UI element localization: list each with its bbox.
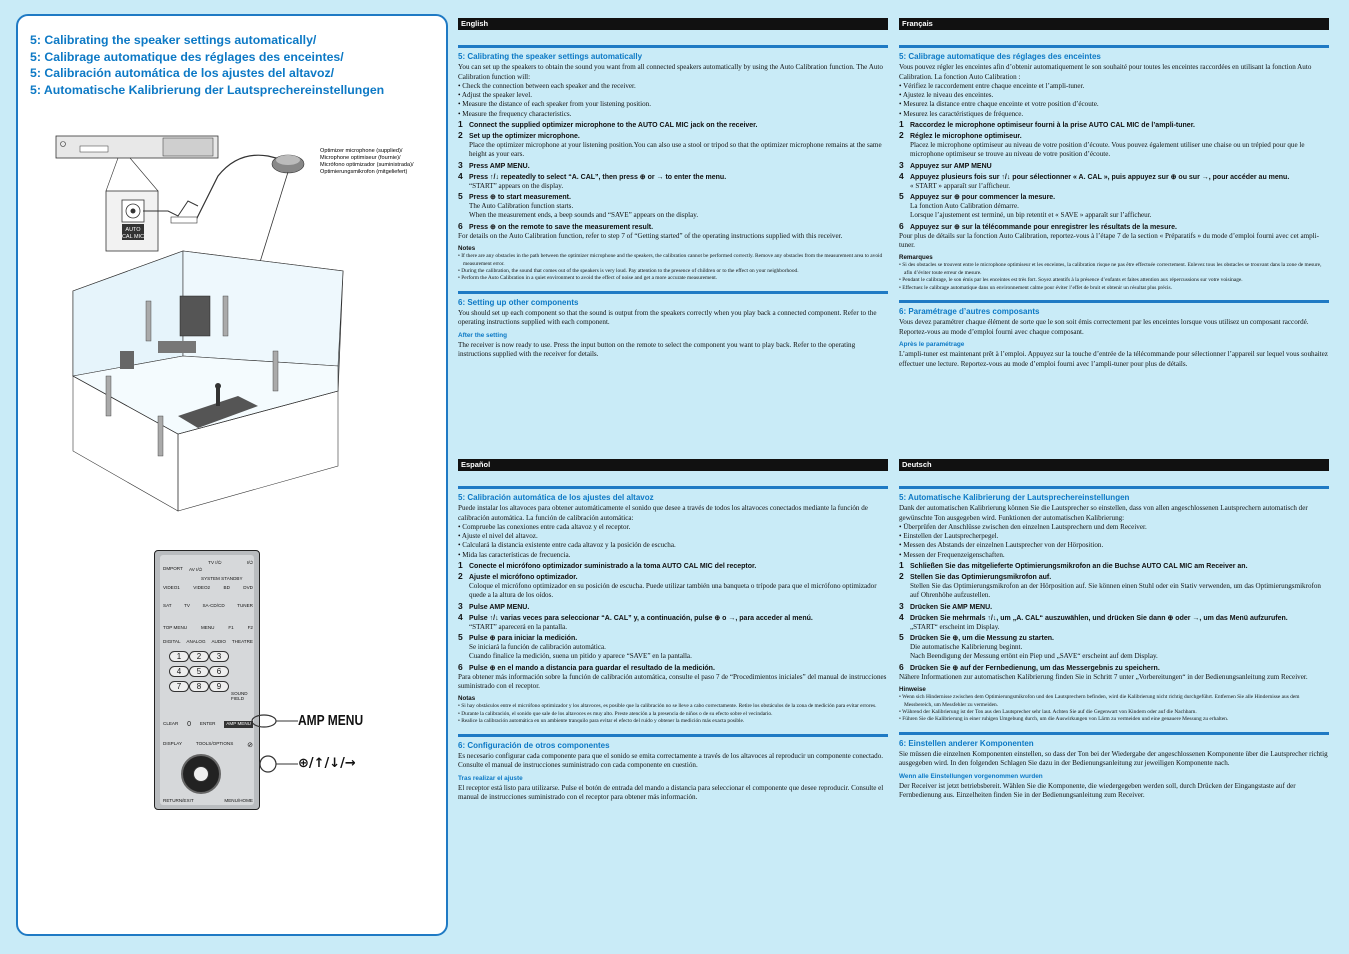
remote-clear-button[interactable]: CLEAR: [163, 721, 179, 726]
section-german: [899, 459, 1329, 801]
remote-menu-button[interactable]: MENU: [200, 625, 215, 630]
illustration-panel: [16, 14, 448, 936]
mic-caption-3: Micrófono optimizador (suministrada)/: [320, 162, 414, 168]
section-english: [458, 18, 888, 360]
step-de-2-detail: Stellen Sie das Optimierungsmikrofon an der Hörposition auf. Sie können einen Stuhl oder ein Stativ verwenden, um das Optimierungsmikrofon auf Ohrenhöhe aufzustellen.: [910, 582, 1321, 600]
bullet-en-2: • Adjust the speaker level.: [458, 91, 533, 100]
note-en-1: • If there are any obstacles in the path between the optimizer microphone and the speakers, the calibration cannot be performed correctly. Remove any obstacles from the measurement area to avoid measurement error.: [458, 253, 883, 267]
remote-bd-button[interactable]: BD: [223, 585, 230, 590]
bullet-fr-1: • Vérifiez le raccordement entre chaque enceinte et l’ampli-tuner.: [899, 81, 1085, 90]
remote-sacd-button[interactable]: SA-CD/CD: [202, 603, 225, 608]
step-en-4-detail: “START” appears on the display.: [469, 181, 564, 190]
note-fr-3: • Effectuez le calibrage automatique dans un environnement calme pour éviter l’effet de bruit et obtenir un résultat plus précis.: [899, 284, 1172, 291]
heading-es-5: 5: Calibración automática de los ajustes del altavoz: [458, 493, 654, 502]
remote-digit-4[interactable]: 4: [169, 666, 189, 677]
step-de-5-detail-1: Die automatische Kalibrierung beginnt.: [910, 642, 1023, 651]
step-es-2: 2 Ajuste el micrófono optimizador.: [458, 571, 578, 582]
step-fr-5-detail-1: La fonction Auto Calibration démarre.: [910, 201, 1019, 210]
step-es-5-detail-2: Cuando finalice la medición, suena un pitido y aparece “SAVE” en la pantalla.: [469, 652, 692, 661]
rule-de: [899, 486, 1329, 489]
heading-en-5: 5: Calibrating the speaker settings automatically: [458, 52, 643, 61]
step-de-1: 1 Schließen Sie das mitgelieferte Optimierungsmikrofon an die Buchse AUTO CAL MIC am Receiver an.: [899, 560, 1248, 571]
remote-tools-button[interactable]: TOOLS/OPTIONS: [195, 741, 234, 746]
room-illustration: [73, 251, 343, 511]
bullet-es-4: • Mida las características de frecuencia.: [458, 550, 571, 559]
step-en-5-detail-1: The Auto Calibration function starts.: [469, 201, 574, 210]
step-fr-6: 6 Appuyez sur ⊕ sur la télécommande pour enregistrer les résultats de la mesure.: [899, 220, 1177, 231]
section-french: [899, 18, 1329, 369]
panel-title: [30, 32, 384, 98]
remote-digit-8[interactable]: 8: [189, 681, 209, 692]
subheading-es: Tras realizar el ajuste: [458, 774, 523, 782]
remote-av-power[interactable]: AV I/⏻: [189, 567, 203, 572]
step-en-2: 2 Set up the optimizer microphone.: [458, 130, 580, 141]
microphone-cable: [143, 155, 288, 223]
optimizer-microphone: [272, 155, 304, 173]
bullet-de-3: • Messen des Abstands der einzelnen Lautsprecher von der Hörposition.: [899, 541, 1104, 550]
heading-es-6: 6: Configuración de otros componentes: [458, 740, 610, 750]
note-fr-2: • Pendant le calibrage, le son émis par les enceintes est très fort. Soyez attentifs à la présence d’enfants et faites attention aux répercussions sur votre voisinage.: [899, 277, 1243, 284]
remote-f2-button[interactable]: F2: [247, 625, 253, 630]
remote-digit-7[interactable]: 7: [169, 681, 189, 692]
step-fr-4: 4 Appuyez plusieurs fois sur ↑/↓ pour sélectionner « A. CAL », puis appuyez sur ⊕ ou sur →, pour accéder au menu.: [899, 170, 1290, 181]
step-es-5: 5 Pulse ⊕ para iniciar la medición.: [458, 631, 578, 642]
para-de-6: Sie müssen die einzelnen Komponenten einstellen, so dass der Ton bei der Wiedergabe der angeschlossenen Komponente über die Lautsprecher richtig ausgegeben wird. In den folgenden Schlagen Sie dazu in der Bedienungsanleitung zur jeweiligen Komponente nach.: [899, 750, 1328, 768]
remote-muting-button[interactable]: ⊘: [247, 742, 253, 749]
subheading-fr: Après le paramétrage: [899, 340, 965, 348]
remote-theatre-label[interactable]: THEATRE: [231, 639, 253, 644]
remote-sat-button[interactable]: SAT: [163, 603, 172, 608]
remote-tv-power[interactable]: TV I/⏻: [208, 560, 222, 565]
step-en-5-detail-2: When the measurement ends, a beep sounds and “SAVE” appears on the display.: [469, 211, 699, 220]
mic-caption-1: Optimizer microphone (supplied)/: [320, 148, 403, 154]
bullet-de-1: • Überprüfen der Anschlüsse zwischen den einzelnen Lautsprechern und dem Receiver.: [899, 522, 1147, 531]
notes-heading-de: Hinweise: [899, 685, 926, 693]
arrow-keys-callout: ⊕/↑/↓/→: [298, 756, 356, 771]
step-es-3: 3 Pulse AMP MENU.: [458, 600, 530, 611]
jack-label-line-1: AUTO: [125, 227, 141, 233]
notes-heading-en: Notes: [458, 244, 476, 252]
heading-de-6: 6: Einstellen anderer Komponenten: [899, 738, 1034, 748]
remote-enter-center[interactable]: [193, 766, 209, 782]
rule-en-6: [458, 291, 888, 294]
rule-es-6: [458, 734, 888, 737]
remote-amp-menu-button[interactable]: AMP MENU: [226, 721, 251, 726]
note-de-1: • Wenn sich Hindernisse zwischen dem Optimierungsmikrofon und den Lautsprechern befinden, wird die Kalibrierung nicht richtig durchgeführt. Entfernen Sie alle Hindernisse aus dem Messbereich, um Messfehler zu vermeiden.: [899, 694, 1300, 708]
jack-label-line-2: CAL MIC: [121, 234, 145, 240]
remote-digit-6[interactable]: 6: [209, 666, 229, 677]
step-de-2: 2 Stellen Sie das Optimierungsmikrofon auf.: [899, 571, 1052, 582]
note-en-3: • Perform the Auto Calibration in a quiet environment to avoid the effect of noise and get a more accurate measurement.: [458, 275, 718, 282]
step-en-2-detail: Place the optimizer microphone at your listening position.You can also use a stool or tripod so that the optimizer microphone remains at the same height as your ears.: [469, 141, 882, 159]
lang-header-de: Deutsch: [899, 459, 1329, 471]
note-de-2: • Während der Kalibrierung ist der Ton aus den Lautsprecher sehr laut. Achten Sie auf die Gegenwart von Kindern oder auf die Nachbarn.: [899, 708, 1197, 715]
auto-cal-mic-jack-zoom: [106, 158, 158, 251]
intro-en: You can set up the speakers to obtain the sound you want from all connected speakers automatically by using the Auto Calibration function. The Auto Calibration function will:: [458, 63, 883, 81]
notes-heading-es: Notas: [458, 695, 476, 703]
bullet-es-3: • Calculará la distancia existente entre cada altavoz y la posición de escucha.: [458, 541, 676, 550]
bullet-en-4: • Measure the frequency characteristics.: [458, 109, 572, 118]
step-en-5: 5 Press ⊕ to start measurement.: [458, 190, 571, 201]
step-en-6: 6 Press ⊕ on the remote to save the measurement result.: [458, 220, 654, 231]
step-fr-5: 5 Appuyez sur ⊕ pour commencer la mesure.: [899, 190, 1056, 201]
lang-header-es: Español: [458, 459, 888, 471]
heading-fr-5: 5: Calibrage automatique des réglages des enceintes: [899, 52, 1101, 61]
step-de-5: 5 Drücken Sie ⊕, um die Messung zu starten.: [899, 631, 1054, 642]
para-en-6: You should set up each component so that the sound is output from the speakers correctly when you play back a connected component. Refer to the operating instructions supplied with each component.: [458, 309, 877, 327]
lang-header-en: English: [458, 18, 888, 30]
para-en-after: The receiver is now ready to use. Press the input button on the remote to select the component you want to play back. Refer to the operating instructions supplied with the receiver for details.: [458, 340, 856, 359]
notes-heading-fr: Remarques: [899, 254, 933, 262]
step-es-4: 4 Pulse ↑/↓ varias veces para seleccionar “A. CAL” y, a continuación, pulse ⊕ o →, para acceder al menú.: [458, 611, 813, 622]
subheading-en: After the setting: [458, 331, 507, 339]
bullet-de-4: • Messen der Frequenzeigenschaften.: [899, 550, 1005, 559]
lang-header-fr: Français: [899, 18, 1329, 30]
rule-en: [458, 45, 888, 48]
bullet-es-2: • Ajuste el nivel del altavoz.: [458, 532, 538, 541]
remote-top-menu-button[interactable]: TOP MENU: [163, 625, 188, 630]
step-fr-2-detail: Placez le microphone optimiseur au niveau de votre position d’écoute. Vous pouvez également utiliser une chaise ou un trépied pour que le microphone optimiseur se trouve au niveau de votre position d’écoute.: [910, 141, 1305, 159]
remote-digit-0[interactable]: 0: [187, 721, 192, 728]
remote-digit-9[interactable]: 9: [209, 681, 229, 692]
note-es-2: • Durante la calibración, el sonido que sale de los altavoces es muy alto. Preste atención a la presencia de niños o de su efecto sobre el vecindario.: [458, 710, 773, 717]
remote-system-power[interactable]: I/⏻: [246, 560, 253, 565]
remote-return-button[interactable]: RETURN/EXIT: [163, 798, 194, 803]
heading-de-5: 5: Automatische Kalibrierung der Lautsprechereinstellungen: [899, 493, 1130, 502]
title-en: 5: Calibrating the speaker settings automatically/: [30, 33, 317, 47]
bullet-fr-3: • Mesurez la distance entre chaque enceinte et votre position d’écoute.: [899, 100, 1099, 109]
remote-digit-5[interactable]: 5: [189, 666, 209, 677]
bullet-en-1: • Check the connection between each speaker and the receiver.: [458, 81, 636, 90]
rule-fr: [899, 45, 1329, 48]
step-es-5-detail-1: Se iniciará la función de calibración automática.: [469, 642, 606, 651]
remote-digit-3[interactable]: 3: [209, 651, 229, 662]
remote-audio-label[interactable]: AUDIO: [211, 639, 226, 644]
step-fr-3: 3 Appuyez sur AMP MENU: [899, 159, 992, 170]
mic-caption-2: Microphone optimiseur (fournie)/: [320, 155, 401, 161]
note-fr-1: • Si des obstacles se trouvent entre le microphone optimiseur et les enceintes, la calibration risque ne pas être effectuée correctement. Enlevez tous les obstacles se trouvant dans la zone de mesure, afin d’éviter toute erreur de mesure.: [899, 262, 1322, 276]
bullet-fr-2: • Ajustez le niveau des enceintes.: [899, 91, 994, 100]
heading-fr-6: 6: Paramétrage d’autres composants: [899, 307, 1040, 317]
remote-number-pad: [169, 651, 229, 692]
title-de: 5: Automatische Kalibrierung der Lautsprechereinstellungen: [30, 82, 385, 97]
rule-fr-6: [899, 300, 1329, 303]
rule-es: [458, 486, 888, 489]
remote-digital-label[interactable]: DIGITAL: [163, 639, 181, 644]
step-es-4-detail: “START” aparecerá en la pantalla.: [469, 622, 568, 631]
remote-tv-button[interactable]: TV: [184, 603, 190, 608]
intro-es: Puede instalar los altavoces para obtener automáticamente el sonido que desee a través de todos los altavoces conectados mediante la función de calibración automática. La función de calibración automática:: [458, 504, 868, 522]
remote-dvd-button[interactable]: DVD: [243, 585, 253, 590]
step-de-6: 6 Drücken Sie ⊕ auf der Fernbedienung, um das Messergebnis zu speichern.: [899, 661, 1160, 672]
para-fr-after: L’ampli-tuner est maintenant prêt à l’emploi. Appuyez sur la touche d’entrée de la télécommande pour sélectionner l’appareil sur lequel vous souhaitez effectuer une lecture. Reportez-vous au mode d’emploi fourni avec l’ampli-tuner pour plus de détails.: [899, 350, 1328, 368]
step-en-1: 1 Connect the supplied optimizer microphone to the AUTO CAL MIC jack on the receiver.: [458, 119, 758, 130]
remote-f1-button[interactable]: F1: [228, 625, 234, 630]
step-es-2-detail: Coloque el micrófono optimizador en su posición de escucha. Puede utilizar también una banqueta o trípode para que el micrófono optimizador quede a la altura de los oídos.: [469, 582, 877, 600]
para-es-after: El receptor está listo para utilizarse. Pulse el botón de entrada del mando a distancia para seleccionar el componente que desee reproducir. Consulte el manual de instrucciones suministrado con el receptor para obtener más información.: [458, 783, 884, 802]
step-es-1: 1 Conecte el micrófono optimizador suministrado a la toma AUTO CAL MIC del receptor.: [458, 560, 757, 571]
remote-tuner-button[interactable]: TUNER: [237, 603, 253, 608]
para-es-6: Es necesario configurar cada componente para que el sonido se emita correctamente a través de los altavoces al reproducir un componente conectado. Consulte el manual de instrucciones suministrado con cada componente en cuestión.: [458, 751, 884, 770]
after-es: Para obtener más información sobre la función de calibración automática, consulte el paso 7 de “Procedimientos iniciales” del manual de instrucciones suministrado con el receptor.: [458, 672, 887, 690]
subheading-de: Wenn alle Einstellungen vorgenommen wurden: [899, 772, 1043, 780]
step-es-6: 6 Pulse ⊕ en el mando a distancia para guardar el resultado de la medición.: [458, 661, 715, 672]
receiver-rear-panel: [56, 136, 218, 158]
intro-de: Dank der automatischen Kalibrierung können Sie die Lautsprecher so einstellen, dass von allen angeschlossenen Lautsprechern automatisch der gewünschte Ton ausgegeben wird. Funktionen der automatischen Kalibrierung:: [899, 504, 1308, 522]
step-fr-4-detail: « START » apparaît sur l’afficheur.: [910, 181, 1011, 190]
para-de-after: Der Receiver ist jetzt betriebsbereit. Wählen Sie die Komponente, die wiedergegeben werden soll, durch Drücken der Eingangstaste auf der Fernbedienung aus. Einzelheiten finden Sie in der Bedienungsanleitung zum Receiver.: [899, 781, 1296, 800]
remote-video2-button[interactable]: VIDEO2: [193, 585, 211, 590]
after-en: For details on the Auto Calibration function, refer to step 7 of “Getting started” of the operating instructions supplied with this receiver.: [458, 231, 843, 240]
step-en-4: 4 Press ↑/↓ repeatedly to select “A. CAL”, then press ⊕ or → to enter the menu.: [458, 170, 727, 181]
step-de-4: 4 Drücken Sie mehrmals ↑/↓, um „A. CAL“ auszuwählen, und drücken Sie dann ⊕ oder →, um das Menü aufzurufen.: [899, 611, 1288, 622]
remote-dmport-label: DMPORT: [163, 566, 183, 571]
remote-system-standby: SYSTEM STANDBY: [201, 576, 243, 581]
step-de-5-detail-2: Nach Beendigung der Messung ertönt ein Piep und „SAVE“ erscheint auf dem Display.: [910, 652, 1158, 661]
bullet-es-1: • Compruebe las conexiones entre cada altavoz y el receptor.: [458, 522, 631, 531]
bullet-de-2: • Einstellen der Lautsprecherpegel.: [899, 532, 999, 541]
mic-caption-4: Optimierungsmikrofon (mitgeliefert): [320, 169, 408, 175]
title-es: 5: Calibración automática de los ajustes del altavoz/: [30, 66, 335, 80]
title-fr: 5: Calibrage automatique des réglages des enceintes/: [30, 49, 344, 64]
heading-en-6: 6: Setting up other components: [458, 297, 579, 307]
amp-menu-callout: AMP MENU: [298, 712, 364, 729]
bullet-en-3: • Measure the distance of each speaker from your listening position.: [458, 100, 651, 109]
setup-illustration: [18, 116, 448, 536]
rule-de-6: [899, 732, 1329, 735]
remote-sound-field-button[interactable]: SOUND FIELD: [231, 691, 248, 701]
after-fr: Pour plus de détails sur la fonction Auto Calibration, reportez-vous à l’étape 7 de la section « Préparatifs » du mode d’emploi fourni avec cet ampli-tuner.: [899, 231, 1319, 249]
para-fr-6: Vous devez paramétrer chaque élément de sorte que le son soit émis correctement par les enceintes lorsque vous utilisez un composant raccordé. Reportez-vous au mode d’emploi fourni avec chaque composant.: [899, 318, 1309, 336]
note-en-2: • During the calibration, the sound that comes out of the speakers is very loud. Pay attention to the presence of children or to the effect on your neighborhood.: [458, 267, 799, 274]
remote-enter-button[interactable]: ENTER: [199, 721, 216, 726]
step-fr-5-detail-2: Lorsque l’ajustement est terminé, un bip retentit et « SAVE » apparaît sur l’afficheur.: [910, 211, 1152, 220]
step-fr-2: 2 Réglez le microphone optimiseur.: [899, 130, 1022, 141]
note-de-3: • Führen Sie die Kalibrierung in einer ruhigen Umgebung durch, um die Auswirkungen von Lärm zu vermeiden und eine genauere Messung zu erhalten.: [899, 716, 1229, 723]
remote-digit-2[interactable]: 2: [189, 651, 209, 662]
remote-control: [154, 550, 260, 810]
remote-digit-1[interactable]: 1: [169, 651, 189, 662]
after-de: Nähere Informationen zur automatischen Kalibrierung finden Sie in Schritt 7 unter „Vorbereitungen“ in der Bedienungsanleitung zum Receiver.: [899, 672, 1308, 681]
bullet-fr-4: • Mesurez les caractéristiques de fréquence.: [899, 109, 1024, 118]
note-es-3: • Realice la calibración automática en un ambiente tranquilo para evitar el efecto del ruido y obtener la medición más exacta posible.: [458, 718, 745, 725]
step-de-3: 3 Drücken Sie AMP MENU.: [899, 600, 993, 611]
intro-fr: Vous pouvez régler les enceintes afin d’obtenir automatiquement le son souhaité pour toutes les enceintes raccordées en utilisant la fonction Auto Calibration. La fonction Auto Calibration :: [899, 63, 1312, 81]
remote-menu-home-button[interactable]: MENU/HOME: [224, 798, 253, 803]
remote-display-button[interactable]: DISPLAY: [163, 741, 183, 746]
note-es-1: • Si hay obstáculos entre el micrófono optimizador y los altavoces, es posible que la calibración no se lleve a cabo correctamente. Retire los obstáculos de la zona de medición para evitar errores.: [458, 703, 877, 710]
step-en-3: 3 Press AMP MENU.: [458, 159, 530, 170]
remote-analog-label[interactable]: ANALOG: [186, 639, 206, 644]
step-fr-1: 1 Raccordez le microphone optimiseur fourni à la prise AUTO CAL MIC de l’ampli-tuner.: [899, 119, 1195, 130]
remote-video1-button[interactable]: VIDEO1: [163, 585, 180, 590]
step-de-4-detail: „START“ erscheint im Display.: [910, 622, 1000, 631]
section-spanish: [458, 459, 888, 802]
